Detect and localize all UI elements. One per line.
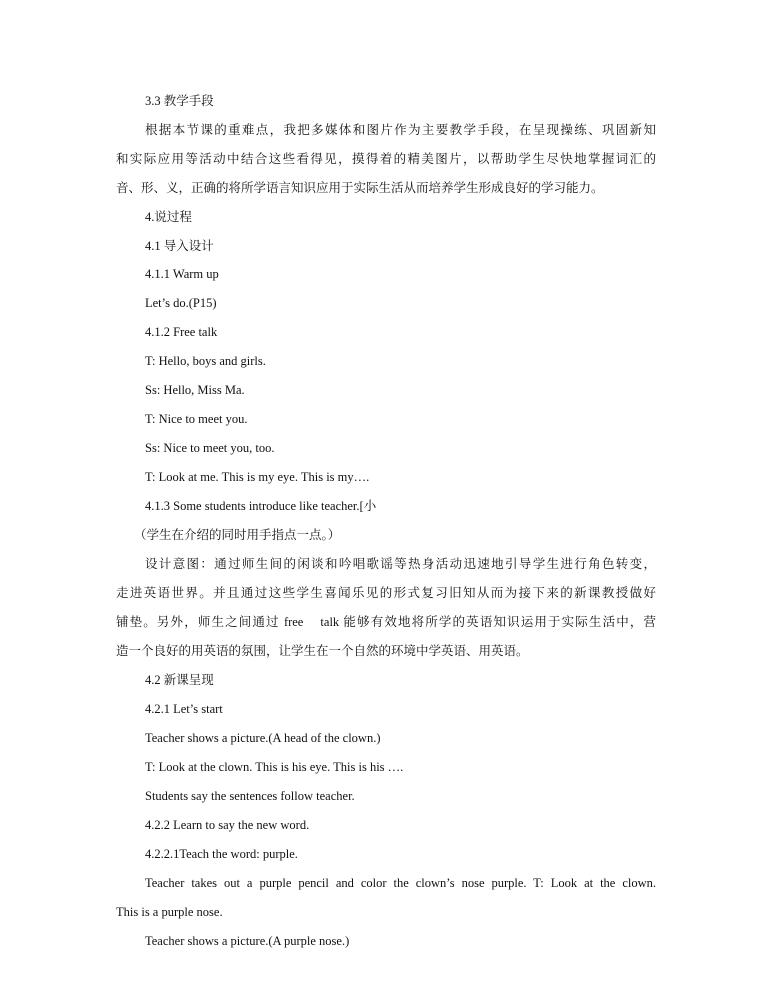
subsection-heading: 4.1.2 Free talk bbox=[145, 325, 218, 339]
paragraph-line: 铺垫。另外，师生之间通过 free talk 能够有效地将所学的英语知识运用于实际生活中，营 bbox=[116, 615, 656, 629]
dialogue-line: T: Look at me. This is my eye. This is my…. bbox=[145, 470, 370, 484]
dialogue-line: Ss: Nice to meet you, too. bbox=[145, 441, 275, 455]
subsection-heading: 4.1.3 Some students introduce like teacher.[小 bbox=[145, 499, 377, 513]
paragraph-line: 根据本节课的重难点，我把多媒体和图片作为主要教学手段，在呈现操练、巩固新知 bbox=[145, 123, 656, 137]
section-heading-4: 4.说过程 bbox=[145, 210, 192, 224]
dialogue-line: T: Nice to meet you. bbox=[145, 412, 248, 426]
paragraph-line: Teacher takes out a purple pencil and color the clown’s nose purple. T: Look at the clown. bbox=[145, 876, 656, 890]
paragraph-line: 设计意图：通过师生间的闲谈和吟唱歌谣等热身活动迅速地引导学生进行角色转变， bbox=[145, 557, 656, 571]
dialogue-line: T: Hello, boys and girls. bbox=[145, 354, 266, 368]
paragraph-line: 造一个良好的用英语的氛围，让学生在一个自然的环境中学英语、用英语。 bbox=[116, 644, 529, 658]
subsection-heading: 4.1.1 Warm up bbox=[145, 267, 219, 281]
text-line: Students say the sentences follow teacher. bbox=[145, 789, 355, 803]
section-heading-4-2: 4.2 新课呈现 bbox=[145, 673, 214, 687]
subsection-heading: 4.2.1 Let’s start bbox=[145, 702, 223, 716]
note-line: （学生在介绍的同时用手指点一点。） bbox=[134, 528, 341, 542]
section-heading-3-3: 3.3 教学手段 bbox=[145, 94, 214, 108]
subsection-heading: 4.2.2.1Teach the word: purple. bbox=[145, 847, 298, 861]
paragraph-line: This is a purple nose. bbox=[116, 905, 223, 919]
paragraph-line: 和实际应用等活动中结合这些看得见，摸得着的精美图片，以帮助学生尽快地掌握词汇的 bbox=[116, 152, 656, 166]
subsection-heading: 4.2.2 Learn to say the new word. bbox=[145, 818, 310, 832]
dialogue-line: T: Look at the clown. This is his eye. This is his …. bbox=[145, 760, 404, 774]
section-heading-4-1: 4.1 导入设计 bbox=[145, 239, 214, 253]
text-line: Teacher shows a picture.(A head of the clown.) bbox=[145, 731, 381, 745]
text-line: Teacher shows a picture.(A purple nose.) bbox=[145, 934, 350, 948]
text-line: Let’s do.(P15) bbox=[145, 296, 217, 310]
dialogue-line: Ss: Hello, Miss Ma. bbox=[145, 383, 245, 397]
paragraph-line: 音、形、义，正确的将所学语言知识应用于实际生活从而培养学生形成良好的学习能力。 bbox=[116, 181, 604, 195]
paragraph-line: 走进英语世界。并且通过这些学生喜闻乐见的形式复习旧知从而为接下来的新课教授做好 bbox=[116, 586, 656, 600]
